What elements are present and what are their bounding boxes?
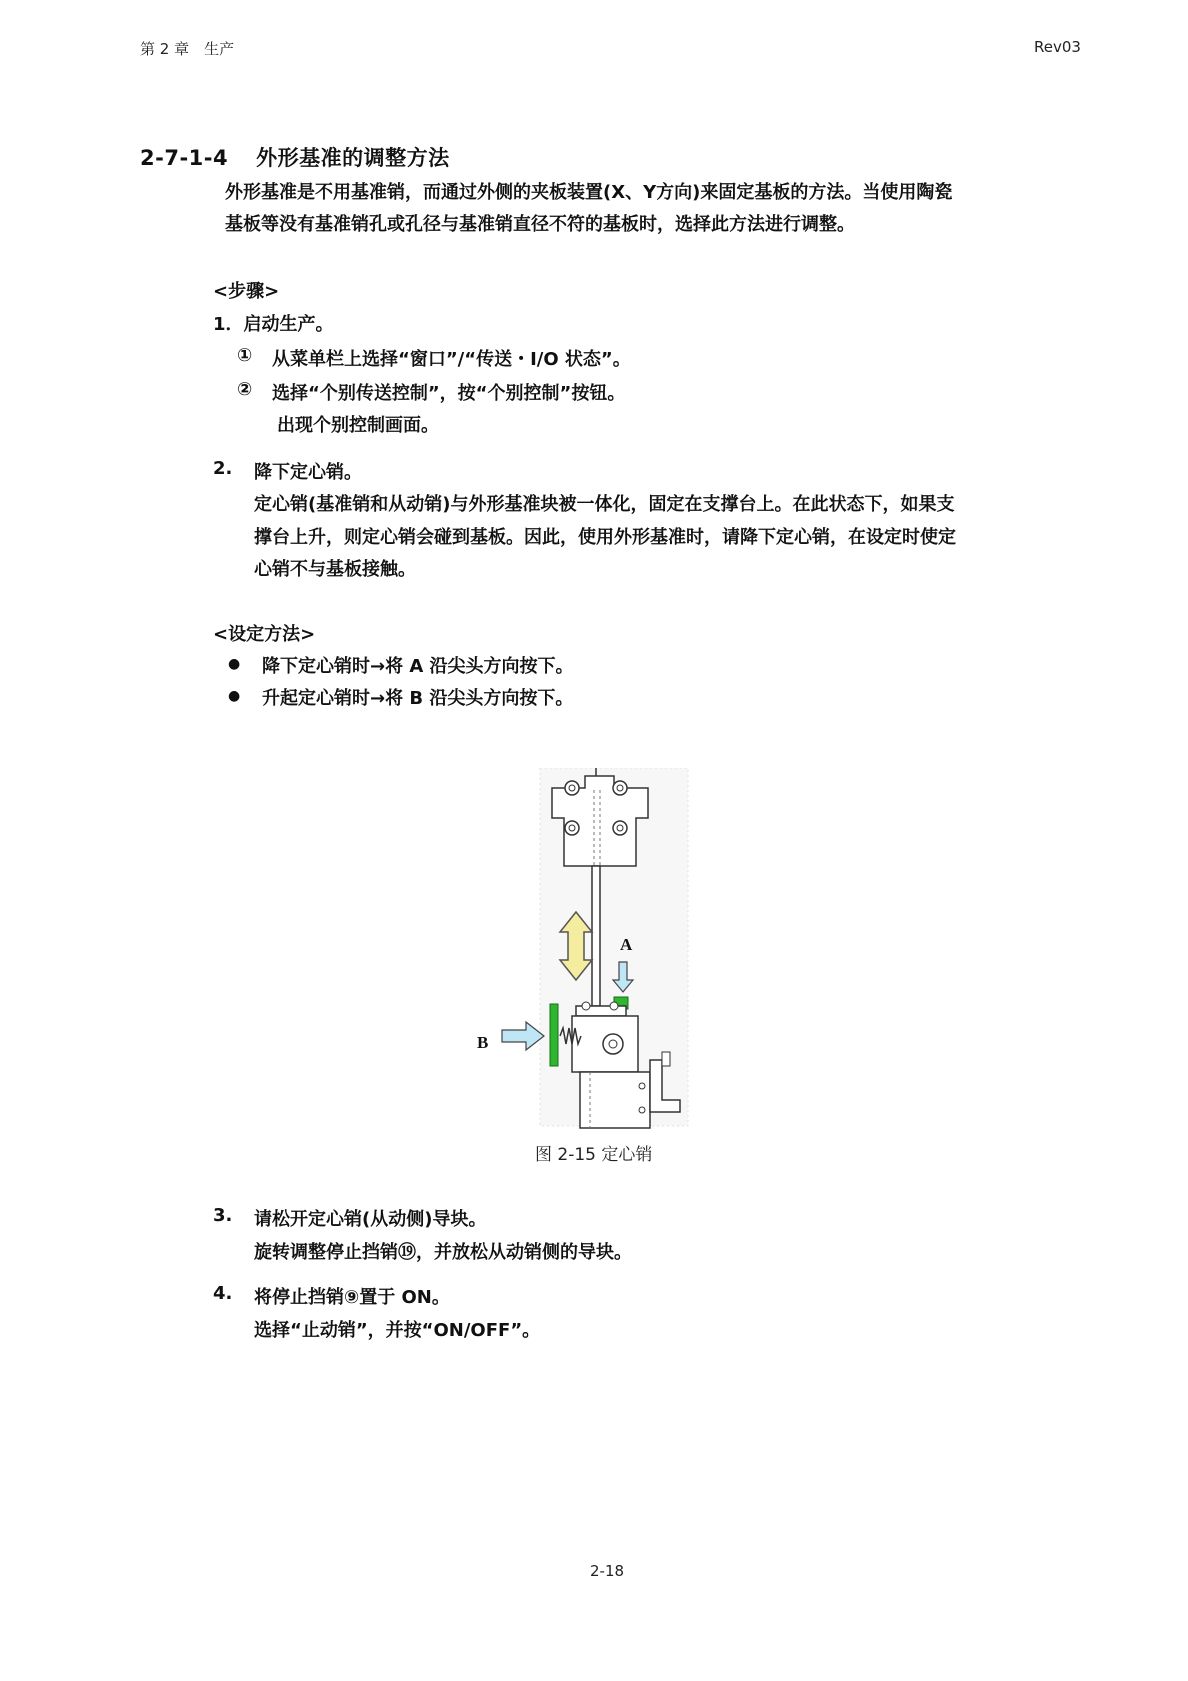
fitting-cap — [662, 1052, 670, 1066]
step-4-body: 选择“止动销”，并按“ON/OFF”。 — [254, 1320, 541, 1341]
lower-screw-2 — [639, 1107, 645, 1113]
step-3-number: 3. — [213, 1205, 233, 1226]
step-4-title: 将停止挡销⑨置于 ON。 — [254, 1287, 450, 1308]
step-1-note: 出现个别控制画面。 — [277, 415, 439, 436]
centering-pin-figure — [470, 768, 690, 1136]
intro-line-2: 基板等没有基准销孔或孔径与基准销直径不符的基板时，选择此方法进行调整。 — [225, 214, 855, 235]
revision-label: Rev03 — [1034, 38, 1081, 56]
step-4-number: 4. — [213, 1283, 233, 1304]
screw-top-right — [613, 781, 627, 795]
label-b: B — [477, 1033, 489, 1052]
intro-line-1: 外形基准是不用基准销，而通过外侧的夹板装置(X、Y方向)来固定基板的方法。当使用陶瓷 — [225, 182, 953, 203]
step-1-sub-2-text: 选择“个别传送控制”，按“个别控制”按钮。 — [272, 383, 626, 404]
step-2-title: 降下定心销。 — [254, 462, 362, 483]
bullet-dot-2: ● — [228, 688, 241, 704]
setting-bullet-2: 升起定心销时→将 B 沿尖头方向按下。 — [262, 688, 574, 709]
figure-caption: 图 2-15 定心销 — [535, 1145, 653, 1165]
step-1-sub-2-marker: ② — [237, 379, 253, 400]
bullet-dot-1: ● — [228, 656, 241, 672]
step-1-sub-1-marker: ① — [237, 345, 253, 366]
steps-heading: <步骤> — [213, 281, 280, 302]
clamp-bolt-right — [610, 1002, 618, 1010]
center-nut — [603, 1034, 623, 1054]
section-heading — [140, 142, 450, 172]
clamp-bolt-left — [582, 1002, 590, 1010]
pin-shaft — [592, 866, 600, 1006]
step-2-body-line-3: 心销不与基板接触。 — [254, 559, 416, 580]
page-number: 2-18 — [590, 1562, 625, 1580]
green-lever-b — [550, 1004, 558, 1066]
setting-heading: <设定方法> — [213, 624, 316, 645]
arrow-b-icon — [502, 1022, 544, 1050]
step-3-title: 请松开定心销(从动侧)导块。 — [254, 1209, 487, 1230]
step-1-title: 1．启动生产。 — [213, 314, 334, 335]
screw-mid-left — [565, 821, 579, 835]
setting-bullet-1: 降下定心销时→将 A 沿尖头方向按下。 — [262, 656, 574, 677]
lower-screw-1 — [639, 1083, 645, 1089]
step-1-sub-1-text: 从菜单栏上选择“窗口”/“传送・I/O 状态”。 — [272, 349, 631, 370]
chapter-header: 第 2 章 生产 — [140, 40, 235, 58]
section-title: 外形基准的调整方法 — [256, 146, 450, 170]
screw-mid-right — [613, 821, 627, 835]
step-2-body-line-2: 撑台上升，则定心销会碰到基板。因此，使用外形基准时，请降下定心销，在设定时使定 — [254, 527, 956, 548]
screw-top-left — [565, 781, 579, 795]
step-2-body-line-1: 定心销(基准销和从动销)与外形基准块被一体化，固定在支撑台上。在此状态下，如果支 — [254, 494, 955, 515]
step-2-number: 2. — [213, 458, 233, 479]
label-a: A — [620, 935, 633, 954]
section-number: 2-7-1-4 — [140, 146, 229, 170]
step-3-body: 旋转调整停止挡销⑲，并放松从动销侧的导块。 — [254, 1242, 632, 1263]
